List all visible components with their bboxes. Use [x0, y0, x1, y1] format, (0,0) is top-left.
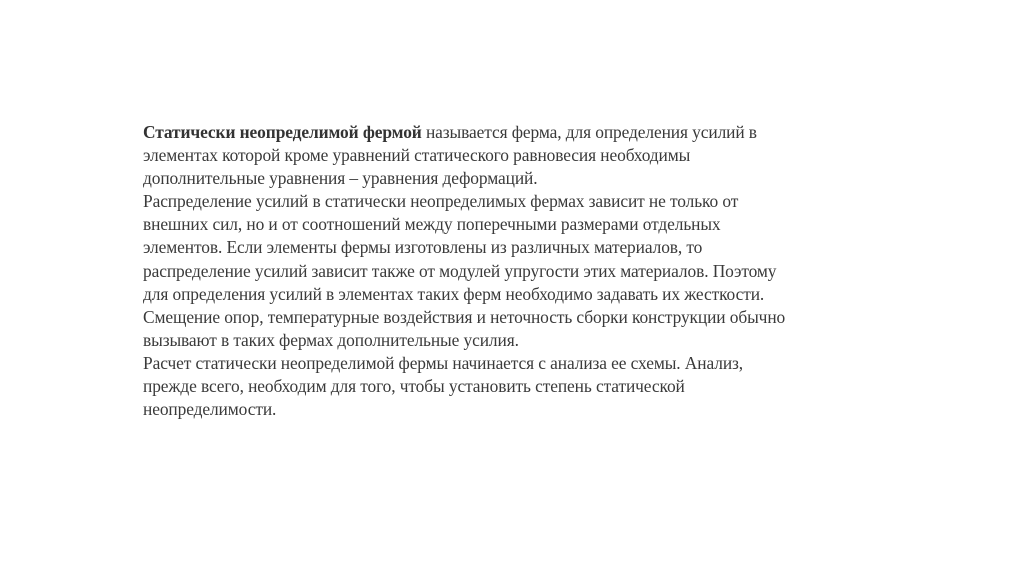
text-line: дополнительные уравнения – уравнения деформаций.	[143, 168, 538, 189]
text-line: неопределимости.	[143, 399, 277, 420]
text-line: элементах которой кроме уравнений статического равновесия необходимы	[143, 145, 691, 166]
paragraph-distribution	[143, 190, 883, 352]
paragraph-definition	[143, 121, 883, 190]
paragraph-analysis	[143, 352, 883, 421]
text-line: Распределение усилий в статически неопределимых фермах зависит не только от	[143, 191, 739, 212]
text-line: Смещение опор, температурные воздействия и неточность сборки конструкции обычно	[143, 306, 786, 327]
text-line: для определения усилий в элементах таких ферм необходимо задавать их жесткости.	[143, 283, 765, 304]
text-line: элементов. Если элементы фермы изготовлены из различных материалов, то	[143, 237, 703, 258]
text-line: внешних сил, но и от соотношений между поперечными размерами отдельных	[143, 214, 721, 235]
text-line: распределение усилий зависит также от модулей упругости этих материалов. Поэтому	[143, 260, 777, 281]
text-line	[143, 121, 883, 144]
body-text	[143, 121, 883, 421]
bold-term: Статически неопределимой фермой	[143, 122, 422, 142]
text-line: Расчет статически неопределимой фермы начинается с анализа ее схемы. Анализ,	[143, 352, 744, 373]
text-run: называется ферма, для определения усилий в	[421, 122, 757, 142]
text-line: вызывают в таких фермах дополнительные усилия.	[143, 329, 519, 350]
text-line: прежде всего, необходим для того, чтобы установить степень статической	[143, 376, 685, 397]
